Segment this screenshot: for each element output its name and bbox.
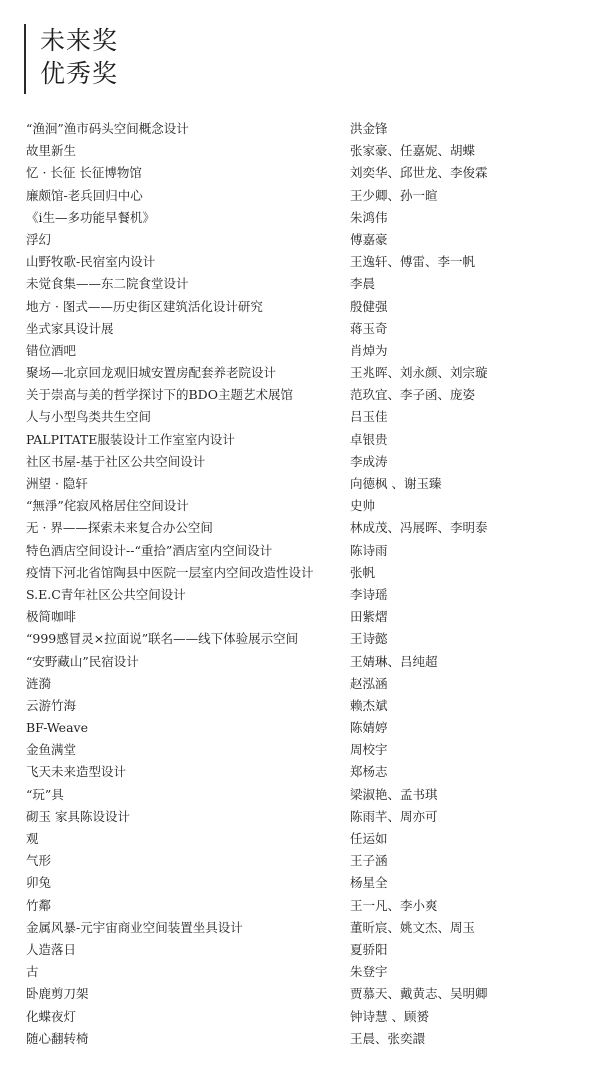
- designer-names: 李诗瑶: [350, 586, 388, 602]
- project-name: 气形: [26, 853, 52, 869]
- designer-names: 张帆: [350, 564, 376, 580]
- project-name: 古: [26, 964, 39, 980]
- designer-names: 任运如: [350, 831, 388, 846]
- award-row: [26, 939, 586, 961]
- award-row: [26, 651, 586, 673]
- designer-names: 王婧琳、吕纯超: [350, 653, 438, 669]
- designer-names: 王晨、张奕譞: [350, 1030, 426, 1046]
- designer-names: 傅嘉豪: [350, 231, 388, 247]
- project-name: 无 · 界——探索未来复合办公空间: [26, 520, 213, 536]
- award-row: [26, 761, 586, 783]
- project-name: 云游竹海: [26, 697, 77, 713]
- project-name: 特色酒店空间设计--“重拾”酒店室内空间设计: [26, 542, 273, 558]
- award-row: [26, 540, 586, 562]
- project-name: 观: [26, 831, 39, 846]
- award-row: [26, 1028, 586, 1050]
- award-row: [26, 1006, 586, 1028]
- designer-names: 王兆晖、刘永颜、刘宗璇: [350, 365, 488, 381]
- award-row: [26, 628, 586, 650]
- project-name: 金属风暴-元宇宙商业空间装置坐具设计: [26, 919, 243, 935]
- award-row: [26, 273, 586, 295]
- award-row: [26, 917, 586, 939]
- project-name: 洲望 · 隐轩: [26, 476, 88, 491]
- project-name: S.E.C青年社区公共空间设计: [26, 586, 186, 602]
- award-row: [26, 983, 586, 1005]
- project-name: 廉颇馆-老兵回归中心: [26, 187, 143, 203]
- designer-names: 贾慕天、戴黄志、吴明卿: [350, 986, 488, 1002]
- project-name: 化蝶夜灯: [26, 1008, 77, 1024]
- award-row: [26, 207, 586, 229]
- project-name: 竹鄰: [26, 897, 52, 913]
- project-name: 飞天未来造型设计: [26, 764, 127, 780]
- award-row: [26, 584, 586, 606]
- designer-names: 刘奕华、邱世龙、李俊霖: [350, 165, 488, 181]
- designer-names: 杨星全: [350, 875, 388, 891]
- award-row: [26, 118, 586, 140]
- award-row: [26, 517, 586, 539]
- project-name: 忆 · 长征 长征博物馆: [26, 165, 142, 181]
- project-name: 砌玉 家具陈设设计: [26, 808, 130, 824]
- award-winners-list: [26, 118, 586, 1050]
- project-name: “999感冒灵×拉面说”联名——线下体验展示空间: [26, 631, 299, 647]
- award-title-block: [24, 24, 118, 94]
- designer-names: 王一凡、李小爽: [350, 897, 438, 913]
- project-name: 坐式家具设计展: [26, 320, 114, 336]
- designer-names: 吕玉佳: [350, 409, 388, 425]
- award-row: [26, 872, 586, 894]
- award-row: [26, 673, 586, 695]
- designer-names: 赵泓涵: [350, 675, 388, 691]
- designer-names: 郑杨志: [350, 764, 388, 780]
- designer-names: 王逸轩、傅雷、李一帆: [350, 254, 476, 270]
- designer-names: 范玖宜、李子函、庞姿: [350, 387, 476, 403]
- project-name: BF-Weave: [26, 720, 88, 736]
- project-name: “渔洄”渔市码头空间概念设计: [26, 121, 189, 136]
- designer-names: 赖杰斌: [350, 697, 388, 713]
- designer-names: 肖焯为: [350, 342, 388, 358]
- award-row: [26, 562, 586, 584]
- award-row: [26, 162, 586, 184]
- designer-names: 梁淑艳、孟书琪: [350, 786, 438, 802]
- designer-names: 朱鸿伟: [350, 209, 388, 225]
- project-name: 卧鹿剪刀架: [26, 986, 89, 1002]
- project-name: 人与小型鸟类共生空间: [26, 409, 152, 425]
- designer-names: 张家豪、任嘉妮、胡蝶: [350, 143, 476, 159]
- project-name: 错位酒吧: [26, 342, 77, 358]
- designer-names: 王少卿、孙一暄: [350, 187, 438, 203]
- award-row: [26, 895, 586, 917]
- designer-names: 殷健强: [350, 298, 388, 314]
- award-category-title: 未来奖: [40, 26, 119, 55]
- award-row: [26, 429, 586, 451]
- project-name: 聚场—北京回龙观旧城安置房配套养老院设计: [26, 365, 277, 381]
- designer-names: 田紫熠: [350, 609, 388, 625]
- designer-names: 史帅: [350, 498, 376, 514]
- award-row: [26, 739, 586, 761]
- award-row: [26, 806, 586, 828]
- project-name: 涟漪: [26, 675, 52, 691]
- award-row: [26, 296, 586, 318]
- project-name: 故里新生: [26, 143, 77, 159]
- project-name: 地方 · 图式——历史街区建筑活化设计研究: [26, 298, 263, 314]
- award-row: [26, 695, 586, 717]
- project-name: 卯兔: [26, 875, 52, 891]
- designer-names: 陈婧婷: [350, 720, 388, 736]
- project-name: “無淨”侘寂风格居住空间设计: [26, 498, 189, 514]
- award-row: [26, 340, 586, 362]
- award-row: [26, 140, 586, 162]
- designer-names: 林成茂、冯展晖、李明泰: [350, 520, 488, 536]
- award-row: [26, 606, 586, 628]
- award-row: [26, 318, 586, 340]
- award-row: [26, 717, 586, 739]
- designer-names: 陈雨芊、周亦可: [350, 808, 438, 824]
- award-row: [26, 185, 586, 207]
- project-name: 随心翻转椅: [26, 1030, 89, 1046]
- project-name: 极简咖啡: [26, 609, 77, 625]
- project-name: 人造落日: [26, 941, 77, 957]
- project-name: 疫情下河北省馆陶县中医院一层室内空间改造性设计: [26, 564, 314, 580]
- project-name: 山野牧歌-民宿室内设计: [26, 254, 156, 270]
- award-row: [26, 362, 586, 384]
- designer-names: 王子涵: [350, 853, 388, 869]
- designer-names: 周校宇: [350, 742, 388, 758]
- award-row: [26, 251, 586, 273]
- project-name: 《i生—多功能早餐机》: [26, 209, 155, 225]
- project-name: 社区书屋-基于社区公共空间设计: [26, 453, 206, 469]
- designer-names: 洪金锋: [350, 121, 388, 136]
- designer-names: 李成涛: [350, 453, 388, 469]
- designer-names: 向德枫 、谢玉臻: [350, 476, 442, 491]
- project-name: 金鱼满堂: [26, 742, 77, 758]
- designer-names: 朱登宇: [350, 964, 388, 980]
- project-name: 未觉食集——东二院食堂设计: [26, 276, 189, 292]
- award-row: [26, 406, 586, 428]
- award-row: [26, 451, 586, 473]
- award-row: [26, 229, 586, 251]
- award-row: [26, 961, 586, 983]
- award-row: [26, 384, 586, 406]
- project-name: PALPITATE服装设计工作室室内设计: [26, 431, 235, 447]
- award-row: [26, 784, 586, 806]
- award-row: [26, 850, 586, 872]
- award-row: [26, 495, 586, 517]
- designer-names: 蒋玉奇: [350, 320, 388, 336]
- designer-names: 夏骄阳: [350, 941, 388, 957]
- designer-names: 李晨: [350, 276, 376, 292]
- project-name: “玩”具: [26, 786, 64, 802]
- designer-names: 陈诗雨: [350, 542, 388, 558]
- designer-names: 钟诗慧 、顾赟: [350, 1008, 429, 1024]
- award-row: [26, 828, 586, 850]
- project-name: 关于崇高与美的哲学探讨下的BDO主题艺术展馆: [26, 387, 293, 403]
- project-name: “安野藏山”民宿设计: [26, 653, 139, 669]
- designer-names: 卓银贵: [350, 431, 388, 447]
- designer-names: 董昕宸、姚文杰、周玉: [350, 919, 476, 935]
- designer-names: 王诗懿: [350, 631, 388, 647]
- award-row: [26, 473, 586, 495]
- project-name: 浮幻: [26, 231, 52, 247]
- award-level-title: 优秀奖: [40, 59, 119, 88]
